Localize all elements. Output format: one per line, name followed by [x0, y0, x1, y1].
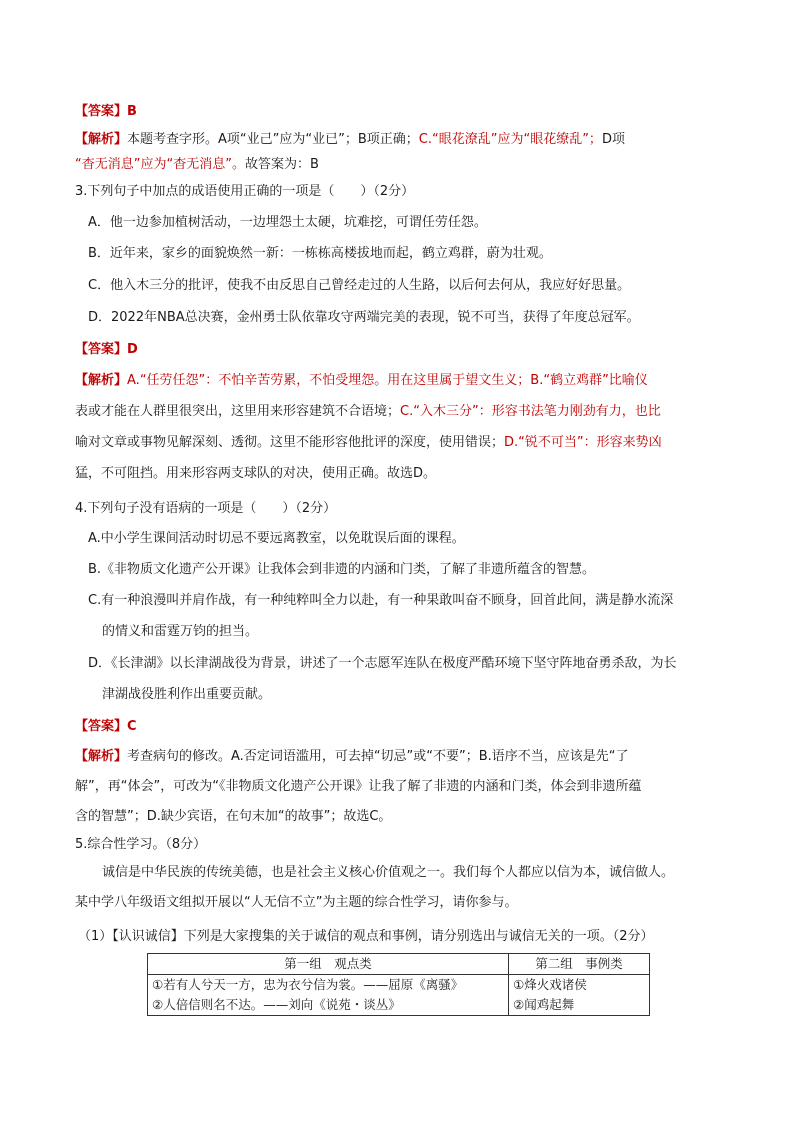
- analysis-line: [75, 403, 661, 421]
- table-cell: ②闻鸡起舞: [509, 995, 650, 1016]
- table-cell: ①若有人兮天一方，忠为衣兮信为裳。——屈原《离骚》: [148, 975, 509, 996]
- analysis-text: D项: [601, 132, 625, 147]
- question-5-stem: 5.综合性学习。（8分）: [75, 837, 207, 852]
- analysis-text-red: C.“眼花潦乱”应为“眼花缭乱”；: [418, 132, 602, 147]
- question-5-paragraph: 某中学八年级语文组拟开展以“人无信不立”为主题的综合性学习，请你参与。: [75, 895, 518, 910]
- question-5-paragraph: 诚信是中华民族的传统美德，也是社会主义核心价值观之一。我们每个人都应以信为本，诚信做人。: [102, 865, 675, 880]
- question-4-option-a: A.中小学生课间活动时切忌不要远离教室，以免耽误后面的课程。: [88, 531, 465, 546]
- answer-line-3: [75, 341, 138, 359]
- question-3-option-d: D．2022年NBA总决赛，金州勇士队依靠攻守两端完美的表现，锐不可当，获得了年度总冠军。: [88, 310, 640, 325]
- answer-line-4: [75, 718, 137, 736]
- analysis-text-red: C.“入木三分”：形容书法笔力刚劲有力，也比: [400, 404, 661, 419]
- question-4-option-d-cont: 津湖战役胜利作出重要贡献。: [102, 687, 272, 702]
- question-3-option-a: A．他一边参加植树活动，一边埋怨土太硬，坑难挖，可谓任劳任怨。: [88, 215, 487, 230]
- analysis-line: [75, 156, 319, 174]
- table-header-row: [148, 954, 650, 975]
- question-4-option-c: C.有一种浪漫叫并肩作战，有一种纯粹叫全力以赴，有一种果敢叫奋不顾身，回首此间，满是静水流深: [88, 593, 674, 608]
- analysis-line: 解”，再“体会”，可改为“《非物质文化遗产公开课》让我了解了非遗的内涵和门类，体会到非遗所蕴: [75, 779, 642, 794]
- analysis-line: 含的智慧”；D.缺少宾语，在句末加“的故事”；故选C。: [75, 809, 392, 824]
- table-header-right: 第二组 事例类: [509, 954, 650, 975]
- analysis-line: [75, 465, 436, 483]
- analysis-tag: 【解析】: [75, 373, 128, 388]
- question-4-option-d: D．《长津湖》以长津湖战役为背景，讲述了一个志愿军连队在极度严酷环境下坚守阵地奋勇杀敌，为长: [88, 656, 677, 671]
- analysis-text: 猛，不可阻挡。用来形容两支球队的对决，使用正确。故选D。: [75, 466, 437, 481]
- answer-value: C: [127, 719, 137, 734]
- question-4-option-c-cont: 的情义和雷霆万钧的担当。: [102, 624, 259, 639]
- question-4-stem: 4.下列句子没有语病的一项是（ ）（2分）: [75, 501, 337, 516]
- answer-tag: 【答案】: [75, 719, 128, 734]
- answer-tag: 【答案】: [75, 342, 128, 357]
- table-cell: ①烽火戏诸侯: [509, 975, 650, 996]
- table-cell: ②人倍信则名不达。——刘向《说苑・谈丛》: [148, 995, 509, 1016]
- analysis-text-red: “杳无消息”应为“杳无消息”。: [75, 157, 245, 172]
- analysis-tag: 【解析】: [75, 132, 128, 147]
- table-row: [148, 995, 650, 1016]
- viewpoint-table: [147, 953, 650, 1016]
- analysis-tag: 【解析】: [75, 749, 128, 764]
- analysis-text-red: D.“锐不可当”：形容来势凶: [504, 435, 662, 450]
- table-row: [148, 975, 650, 996]
- question-3-stem: 3.下列句子中加点的成语使用正确的一项是（ ）（2分）: [75, 184, 415, 199]
- answer-tag: 【答案】: [75, 104, 128, 119]
- analysis-text: 考查病句的修改。A.否定词语滥用，可去掉“切忌”或“不要”；B.语序不当，应该是先“了: [127, 749, 629, 764]
- table-header-left: 第一组 观点类: [148, 954, 509, 975]
- answer-line-1: [75, 103, 137, 121]
- analysis-text: 喻对文章或事物见解深刻、透彻。这里不能形容他批评的深度，使用错误；: [75, 435, 505, 450]
- question-4-option-b: B.《非物质文化遗产公开课》让我体会到非遗的内涵和门类，了解了非遗所蕴含的智慧。: [88, 562, 596, 577]
- analysis-line: [75, 748, 629, 766]
- question-5-sub1: （1）【认识诚信】下列是大家搜集的关于诚信的观点和事例，请分别选出与诚信无关的一项。（2分）: [78, 929, 654, 944]
- analysis-text: 本题考查字形。A项“业己”应为“业已”；B项正确；: [127, 132, 419, 147]
- analysis-line: [75, 434, 662, 452]
- answer-value: D: [127, 342, 138, 357]
- analysis-text: 故答案为：B: [244, 157, 319, 172]
- analysis-line: [75, 131, 625, 149]
- analysis-line: [75, 372, 648, 390]
- analysis-text-red: A.“任劳任怨”：不怕辛苦劳累，不怕受埋怨。用在这里属于望文生义；B.“鹤立鸡群”比喻仪: [127, 373, 648, 388]
- analysis-text: 表或才能在人群里很突出，这里用来形容建筑不合语境；: [75, 404, 401, 419]
- question-3-option-c: C．他入木三分的批评，使我不由反思自己曾经走过的人生路，以后何去何从，我应好好思量。: [88, 278, 631, 293]
- answer-value: B: [127, 104, 137, 119]
- question-3-option-b: B．近年来，家乡的面貌焕然一新：一栋栋高楼拔地而起，鹤立鸡群，蔚为壮观。: [88, 246, 552, 261]
